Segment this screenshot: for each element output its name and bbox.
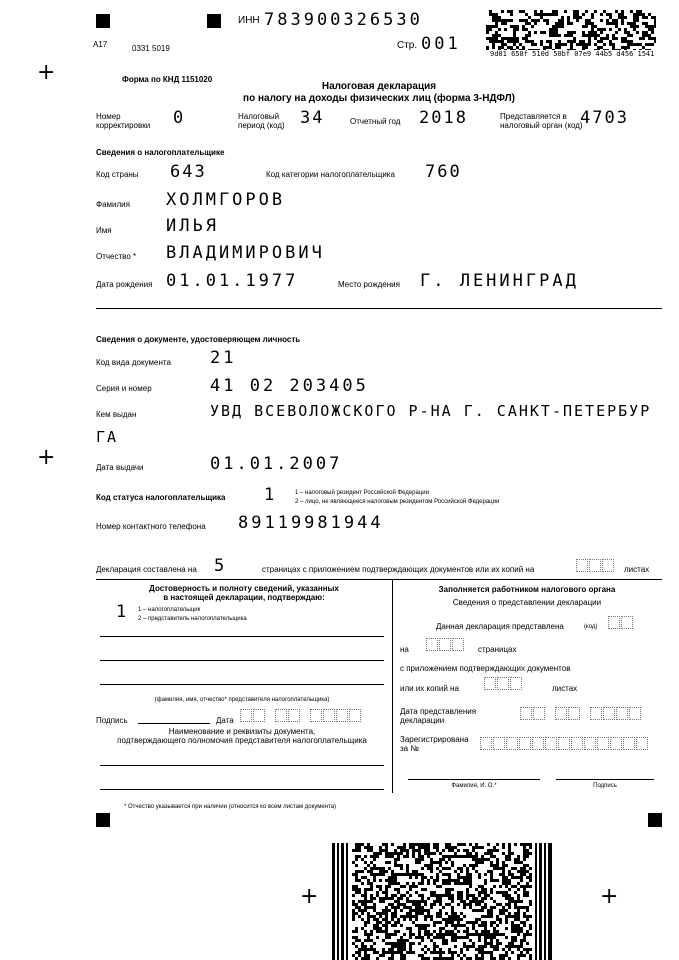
doc-type-label: Код вида документа xyxy=(96,358,171,367)
doc-line-1 xyxy=(100,765,384,766)
surname-value: ХОЛМГОРОВ xyxy=(166,190,286,210)
fio-line-3 xyxy=(100,684,384,685)
confirm-date-boxes[interactable] xyxy=(240,709,362,722)
pages-post-label: страницах с приложением подтверждающих документов или их копий на xyxy=(262,565,535,574)
page-label: Стр. xyxy=(397,40,418,51)
barcode-text: 9d01 658f 510d 50bf 07e9 44b5 d456 1541 xyxy=(490,50,655,58)
doc-caption: Наименование и реквизиты документа, подтверждающего полномочия представителя налогоплательщика xyxy=(117,727,367,745)
inn-label: ИНН xyxy=(238,15,260,26)
office-date-label: Дата представления декларации xyxy=(400,707,477,725)
form-title-2: по налогу на доходы физических лиц (форма 3-НДФЛ) xyxy=(243,93,515,104)
submitted-code-boxes[interactable] xyxy=(608,616,634,629)
top-barcode xyxy=(486,10,656,50)
knd-label: Форма по КНД 1151020 xyxy=(122,75,213,84)
fio-caption: (фамилия, имя, отчество* представителя налогоплательщика) xyxy=(154,697,330,703)
office-pages-label: страницах xyxy=(478,645,517,654)
registration-cross-1: + xyxy=(37,60,56,85)
fio-line-2 xyxy=(100,660,384,661)
confirm-option-1: 1 – налогоплательщик xyxy=(138,607,201,613)
status-option-2: 2 – лицо, не являющееся налоговым резидентом Российской Федерации xyxy=(295,499,500,505)
correction-value: 0 xyxy=(173,108,186,128)
copies-label: или их копий на xyxy=(400,684,459,693)
document-section-title: Сведения о документе, удостоверяющем личность xyxy=(96,335,301,344)
confirm-value: 1 xyxy=(116,602,129,622)
name-value: ИЛЬЯ xyxy=(166,216,219,236)
inn-value: 783900326530 xyxy=(264,10,423,30)
year-label: Отчетный год xyxy=(350,117,401,126)
submitted-label: Данная декларация представлена xyxy=(436,622,564,631)
confirm-date-label: Дата xyxy=(216,716,234,725)
country-label: Код страны xyxy=(96,170,139,179)
confirm-option-2: 2 – представитель налогоплательщика xyxy=(138,616,247,622)
office-fio-caption: Фамилия, И. О.* xyxy=(451,783,497,789)
period-label: Налоговый период (код) xyxy=(238,112,285,130)
office-pages-boxes[interactable] xyxy=(426,638,465,651)
patronymic-label: Отчество * xyxy=(96,252,137,261)
phone-value: 89119981944 xyxy=(238,513,384,533)
footnote: * Отчество указывается при наличии (относится ко всем листам документа) xyxy=(124,804,337,810)
category-value: 760 xyxy=(425,162,462,182)
birthplace-label: Место рождения xyxy=(338,280,400,289)
taxpayer-section-title: Сведения о налогоплательщике xyxy=(96,148,225,157)
pages-value: 5 xyxy=(214,556,227,576)
registration-cross-2: + xyxy=(37,445,56,470)
column-divider xyxy=(392,579,393,793)
corner-marker-top-center xyxy=(207,14,221,28)
office-copies-boxes[interactable] xyxy=(484,677,523,690)
registration-cross-4: + xyxy=(600,884,619,909)
category-label: Код категории налогоплательщика xyxy=(266,170,395,179)
authority-label: Представляется в налоговый орган (код) xyxy=(500,112,583,130)
pages-label: Декларация составлена на xyxy=(96,565,197,574)
reg-number-boxes[interactable] xyxy=(480,737,649,750)
authority-value: 4703 xyxy=(580,108,629,128)
office-title: Заполняется работником налогового органа xyxy=(438,585,616,594)
corner-marker-bottom-left xyxy=(96,813,110,827)
office-sign-caption: Подпись xyxy=(593,783,617,789)
registration-cross-3: + xyxy=(300,884,319,909)
form-title-1: Налоговая декларация xyxy=(321,81,437,92)
on-label: на xyxy=(400,645,409,654)
corner-marker-top-left xyxy=(96,14,110,28)
signature-line[interactable] xyxy=(138,723,210,724)
series-value: 41 02 203405 xyxy=(210,376,369,396)
confirm-title: Достоверность и полноту сведений, указанных в настоящей декларации, подтверждаю: xyxy=(149,584,339,602)
section-divider-1 xyxy=(96,308,662,309)
status-value: 1 xyxy=(264,485,277,505)
signature-label: Подпись xyxy=(96,716,128,725)
office-subtitle: Сведения о представлении декларации xyxy=(452,598,602,607)
copies-boxes[interactable] xyxy=(576,559,615,572)
page-value: 001 xyxy=(421,34,461,54)
birthplace-value: Г. ЛЕНИНГРАД xyxy=(420,271,579,291)
reg-label: Зарегистрирована за № xyxy=(400,735,469,753)
office-fio-line xyxy=(408,779,540,780)
status-label: Код статуса налогоплательщика xyxy=(96,493,226,502)
patronymic-value: ВЛАДИМИРОВИЧ xyxy=(166,243,325,263)
birthdate-label: Дата рождения xyxy=(96,280,153,289)
series-label: Серия и номер xyxy=(96,384,152,393)
bottom-2d-barcode xyxy=(332,843,554,960)
year-value: 2018 xyxy=(419,108,468,128)
issuer-label: Кем выдан xyxy=(96,410,137,419)
period-value: 34 xyxy=(300,108,325,128)
code-label: (код) xyxy=(584,624,598,630)
attach-label: с приложением подтверждающих документов xyxy=(400,664,571,673)
fio-line-1 xyxy=(100,636,384,637)
correction-label: Номер корректировки xyxy=(96,112,151,130)
issuer-value-2: ГА xyxy=(96,428,119,446)
issue-date-value: 01.01.2007 xyxy=(210,454,343,474)
country-value: 643 xyxy=(170,162,207,182)
name-label: Имя xyxy=(96,226,112,235)
form-code: А17 xyxy=(93,40,108,49)
form-number: 0331 5019 xyxy=(132,44,170,53)
birthdate-value: 01.01.1977 xyxy=(166,271,299,291)
doc-line-2 xyxy=(100,789,384,790)
office-date-boxes[interactable] xyxy=(520,707,642,720)
status-option-1: 1 – налоговый резидент Российской Федерации xyxy=(295,490,429,496)
office-sign-line xyxy=(556,779,654,780)
office-sheets-label: листах xyxy=(552,684,578,693)
issue-date-label: Дата выдачи xyxy=(96,463,144,472)
issuer-value-1: УВД ВСЕВОЛОЖСКОГО Р-НА Г. САНКТ-ПЕТЕРБУР xyxy=(210,402,652,420)
corner-marker-bottom-right xyxy=(648,813,662,827)
phone-label: Номер контактного телефона xyxy=(96,522,206,531)
section-divider-2 xyxy=(96,579,662,580)
surname-label: Фамилия xyxy=(96,200,130,209)
pages-sheets-label: листах xyxy=(624,565,650,574)
doc-type-value: 21 xyxy=(210,348,237,368)
